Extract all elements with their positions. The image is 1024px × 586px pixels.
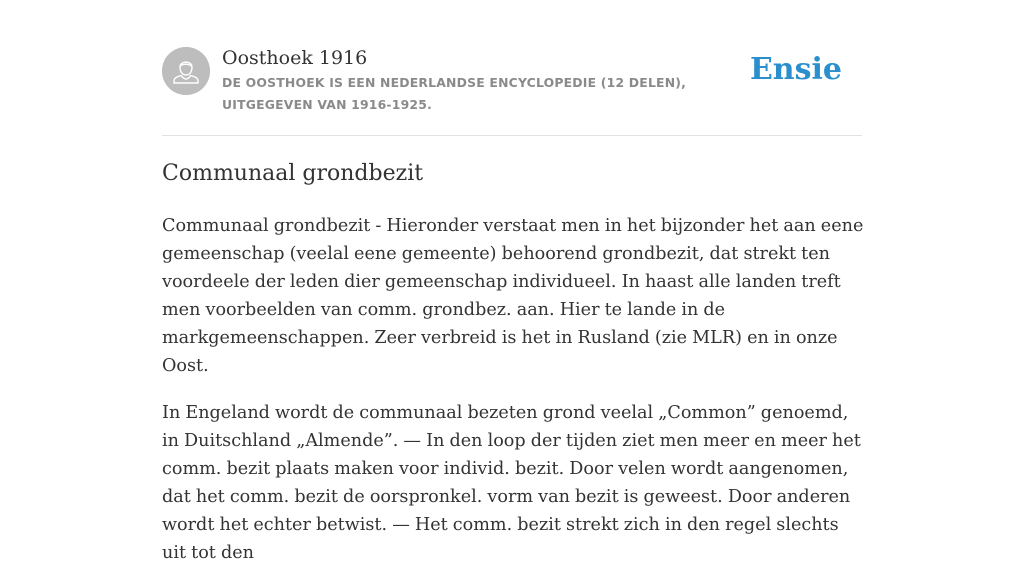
avatar[interactable] — [162, 47, 210, 95]
header-divider — [162, 135, 862, 136]
user-silhouette-icon — [162, 47, 210, 95]
article-paragraph-2: In Engeland wordt de communaal bezeten grond veelal „Common” genoemd, in Duitschland „Almende”. — In den loop der tijden ziet men meer en meer het comm. bezit plaats maken voor individ. bezit. Door velen wordt aangenomen, dat het comm. bezit de oorspronkel. vorm van bezit is geweest. Door anderen wordt het echter betwist. — Het comm. bezit strekt zich in den regel slechts uit tot den — [162, 403, 861, 563]
source-description: DE OOSTHOEK IS EEN NEDERLANDSE ENCYCLOPEDIE (12 DELEN), UITGEGEVEN VAN 1916-1925. — [222, 75, 687, 112]
article-paragraph-1: Communaal grondbezit - Hieronder verstaat men in het bijzonder het aan eene gemeenschap (veelal eene gemeente) behoorend grondbezit, dat strekt ten voordeele der leden dier gemeenschap individueel. In haast alle landen treft men voorbeelden van comm. grondbez. aan. Hier te lande in de markgemeenschappen. Zeer verbreid is het in Rusland (zie MLR) en in onze Oost. — [162, 216, 864, 376]
article-title: Communaal grondbezit — [162, 161, 424, 186]
article-body — [162, 212, 867, 586]
source-header — [162, 46, 862, 136]
brand-logo[interactable]: Ensie — [749, 52, 842, 87]
source-title[interactable]: Oosthoek 1916 — [222, 47, 368, 69]
